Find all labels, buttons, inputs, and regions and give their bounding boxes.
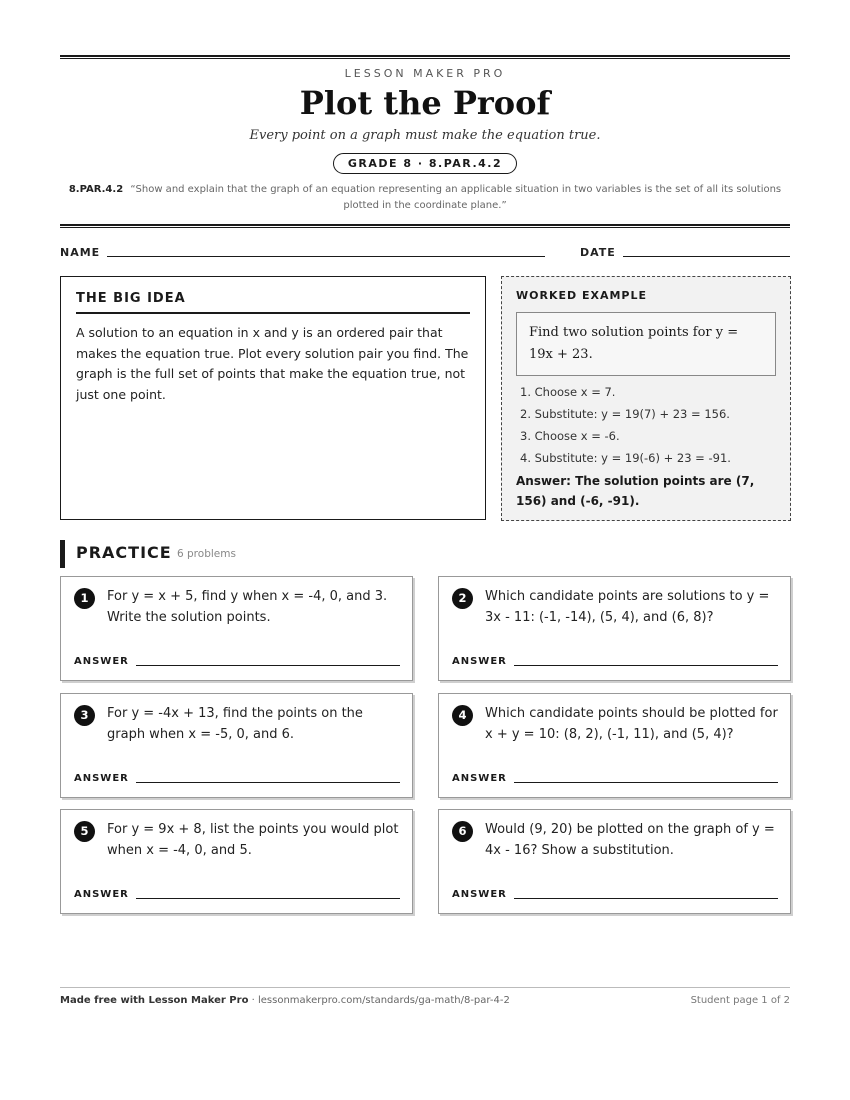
answer-label: ANSWER xyxy=(452,889,507,900)
worked-example-box xyxy=(501,276,791,521)
header-bottom-rule xyxy=(60,224,790,228)
worked-example-step: 3. Choose x = -6. xyxy=(520,429,620,443)
problem-card-1 xyxy=(60,576,413,681)
answer-label: ANSWER xyxy=(452,773,507,784)
problem-card-3 xyxy=(60,693,413,798)
grade-badge: GRADE 8 · 8.PAR.4.2 xyxy=(333,153,517,174)
page-subtitle: Every point on a graph must make the equation true. xyxy=(249,128,601,143)
answer-label: ANSWER xyxy=(452,656,507,667)
footer-url[interactable]: · lessonmakerpro.com/standards/ga-math/8-par-4-2 xyxy=(248,995,510,1006)
problem-text: For y = x + 5, find y when x = -4, 0, and 3. Write the solution points. xyxy=(107,589,388,625)
big-idea-heading: THE BIG IDEA xyxy=(76,291,470,314)
date-label: DATE xyxy=(580,246,616,259)
practice-title: PRACTICE xyxy=(76,543,172,562)
big-idea-text: A solution to an equation in x and y is an ordered pair that makes the equation true. Plot every solution pair you find. The graph is the full set of points that make the equation true, not just one point. xyxy=(76,325,469,402)
answer-field[interactable] xyxy=(136,665,400,666)
problem-text: Which candidate points should be plotted for x + y = 10: (8, 2), (-1, 11), and (5, 4)? xyxy=(485,706,778,742)
problem-card-6 xyxy=(438,809,791,914)
name-label: NAME xyxy=(60,246,101,259)
standard-statement xyxy=(60,182,790,214)
date-field[interactable] xyxy=(623,256,790,257)
footer-made-with: Made free with Lesson Maker Pro xyxy=(60,995,249,1006)
worked-example-step: 4. Substitute: y = 19(-6) + 23 = -91. xyxy=(520,451,731,465)
problem-text: For y = -4x + 13, find the points on the graph when x = -5, 0, and 6. xyxy=(107,706,363,742)
worked-example-prompt: Find two solution points for y = 19x + 23. xyxy=(516,312,776,376)
problem-text: Which candidate points are solutions to y = 3x - 11: (-1, -14), (5, 4), and (6, 8)? xyxy=(485,589,770,625)
standard-text: “Show and explain that the graph of an equation representing an applicable situation in two variables is the set of all its solutions plotted in the coordinate plane.” xyxy=(130,184,782,211)
name-field[interactable] xyxy=(107,256,545,257)
problem-number-badge: 1 xyxy=(74,588,95,609)
practice-count: 6 problems xyxy=(177,548,236,560)
worked-example-steps xyxy=(516,381,776,469)
grade-badge-wrap xyxy=(60,152,790,174)
problem-number-badge: 4 xyxy=(452,705,473,726)
problem-text: Would (9, 20) be plotted on the graph of y = 4x - 16? Show a substitution. xyxy=(485,822,775,858)
worked-example-heading: WORKED EXAMPLE xyxy=(516,289,647,302)
standard-code: 8.PAR.4.2 xyxy=(68,184,124,195)
header-top-rule xyxy=(60,55,790,59)
answer-field[interactable] xyxy=(514,898,778,899)
answer-label: ANSWER xyxy=(74,656,129,667)
problem-number-badge: 2 xyxy=(452,588,473,609)
brand-name: LESSON MAKER PRO xyxy=(344,67,506,80)
answer-field[interactable] xyxy=(136,898,400,899)
practice-accent-bar xyxy=(60,540,65,568)
page-title: Plot the Proof xyxy=(299,84,551,122)
footer-page-label: Student page 1 of 2 xyxy=(690,995,790,1006)
worksheet-page xyxy=(60,0,790,1100)
problem-card-2 xyxy=(438,576,791,681)
worked-example-step: 1. Choose x = 7. xyxy=(520,385,616,399)
answer-label: ANSWER xyxy=(74,773,129,784)
footer-credit xyxy=(60,995,510,1006)
answer-field[interactable] xyxy=(514,665,778,666)
worked-example-step: 2. Substitute: y = 19(7) + 23 = 156. xyxy=(520,407,730,421)
problem-number-badge: 5 xyxy=(74,821,95,842)
answer-label: ANSWER xyxy=(74,889,129,900)
problem-number-badge: 3 xyxy=(74,705,95,726)
problem-card-4 xyxy=(438,693,791,798)
problem-card-5 xyxy=(60,809,413,914)
problem-text: For y = 9x + 8, list the points you would plot when x = -4, 0, and 5. xyxy=(107,822,399,858)
footer-rule xyxy=(60,987,790,988)
big-idea-box xyxy=(60,276,486,520)
answer-field[interactable] xyxy=(514,782,778,783)
answer-field[interactable] xyxy=(136,782,400,783)
problem-number-badge: 6 xyxy=(452,821,473,842)
worked-example-answer: Answer: The solution points are (7, 156) and (-6, -91). xyxy=(516,474,755,508)
